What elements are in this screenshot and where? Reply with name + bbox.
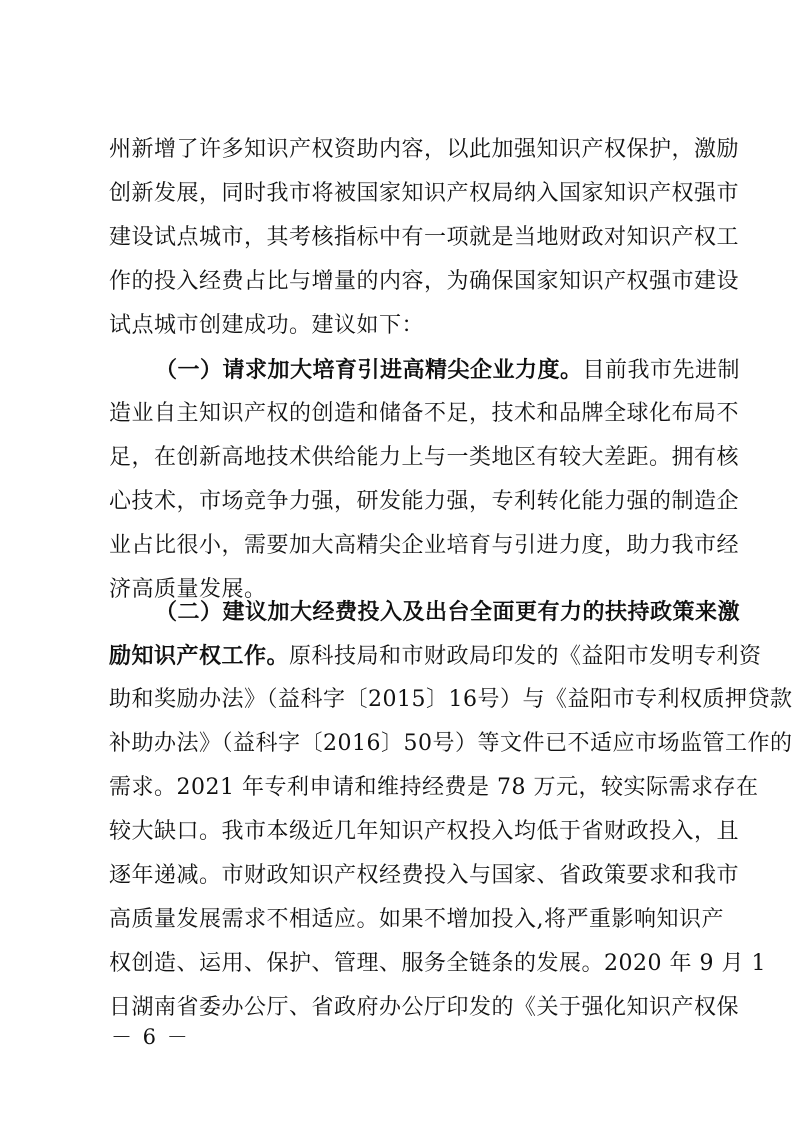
text-line: 建设试点城市，其考核指标中有一项就是当地财政对知识产权工 [109, 225, 740, 250]
text-line: 业占比很小，需要加大高精尖企业培育与引进力度，助力我市经 [109, 533, 740, 558]
text-line: 逐年递减。市财政知识产权经费投入与国家、省政策要求和我市 [109, 863, 740, 888]
text-line: 较大缺口。我市本级近几年知识产权投入均低于省财政投入，且 [109, 819, 740, 844]
text-line: 心技术，市场竞争力强，研发能力强，专利转化能力强的制造企 [109, 489, 740, 514]
text-line: 州新增了许多知识产权资助内容，以此加强知识产权保护，激励 [109, 137, 740, 162]
text-run: 目前我市先进制 [582, 358, 741, 383]
text-line: 助和奖励办法》（益科字〔2015〕16号）与《益阳市专利权质押贷款 [109, 687, 793, 712]
text-line: 高质量发展需求不相适应。如果不增加投入,将严重影响知识产 [109, 907, 724, 932]
text-line: 足，在创新高地技术供给能力上与一类地区有较大差距。拥有核 [109, 445, 740, 470]
paragraph-1 [109, 128, 740, 348]
text-line [109, 348, 741, 392]
text-line: 权创造、运用、保护、管理、服务全链条的发展。2020 年 9 月 1 [109, 951, 766, 976]
paragraph-3 [109, 590, 793, 1030]
text-line [109, 634, 762, 678]
text-line: 日湖南省委办公厅、省政府办公厅印发的《关于强化知识产权保 [109, 995, 740, 1020]
text-line: 作的投入经费占比与增量的内容，为确保国家知识产权强市建设 [109, 269, 740, 294]
text-line: 需求。2021 年专利申请和维持经费是 78 万元，较实际需求存在 [109, 775, 759, 800]
text-line: 造业自主知识产权的创造和储备不足，技术和品牌全球化布局不 [109, 401, 740, 426]
text-line: 创新发展，同时我市将被国家知识产权局纳入国家知识产权强市 [109, 181, 740, 206]
text-line: 济高质量发展。 [109, 577, 267, 602]
section-heading: （一）请求加大培育引进高精尖企业力度。 [155, 357, 583, 383]
section-heading: （二）建议加大经费投入及出台全面更有力的扶持政策来激 [155, 599, 741, 625]
text-line: 试点城市创建成功。建议如下： [109, 313, 425, 338]
text-run: 原科技局和市财政局印发的《益阳市发明专利资 [289, 644, 762, 669]
page-number: － 6 － [111, 1025, 190, 1049]
text-line: 补助办法》（益科字〔2016〕50号）等文件已不适应市场监管工作的 [109, 731, 793, 756]
section-heading-continued: 励知识产权工作。 [109, 643, 290, 669]
